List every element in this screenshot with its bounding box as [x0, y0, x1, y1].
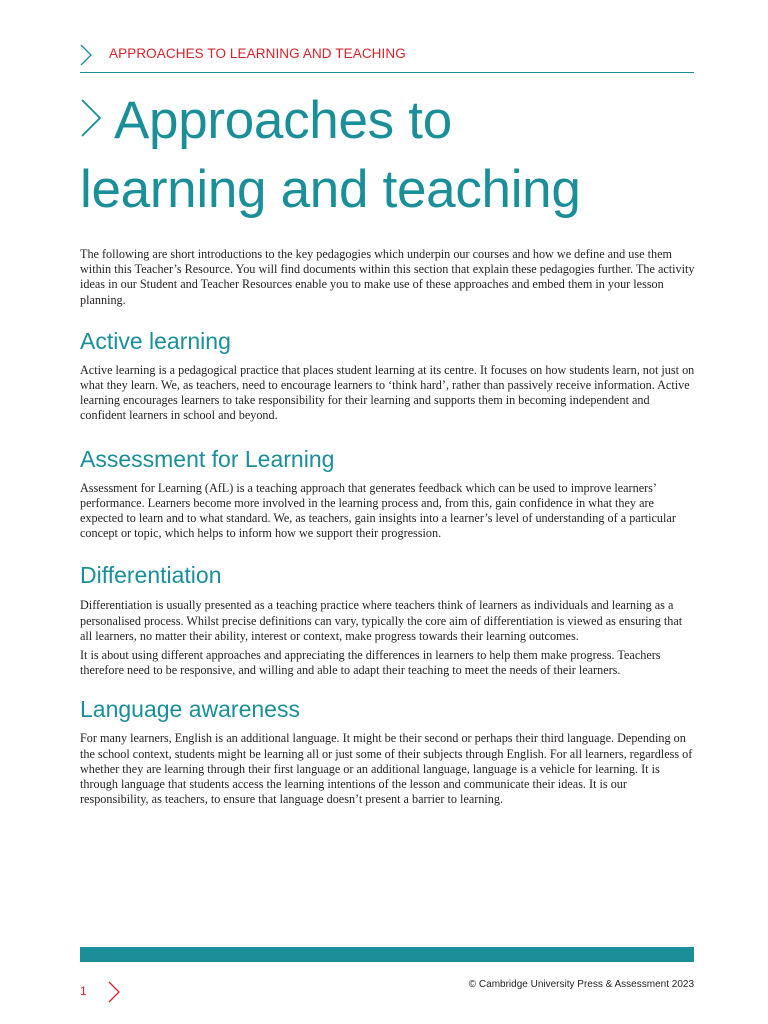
section-paragraph: For many learners, English is an additional language. It might be their second or perhaps their third language. Depending on the school context, students might be learning all or just some of their subjects through English. For all learners, regardless of whether they are learning through their first language or an additional language, language is a vehicle for learning. It is through language that students access the learning intentions of the lesson and communicate their ideas. It is our responsibility, as teachers, to ensure that language doesn’t present a barrier to learning.	[80, 731, 693, 807]
copyright-notice: © Cambridge University Press & Assessment 2023	[468, 979, 694, 990]
chevron-right-icon	[80, 98, 102, 138]
chevron-right-icon	[108, 981, 120, 1003]
title-line-2: learning and teaching	[80, 160, 581, 219]
section-heading-differentiation: Differentiation	[80, 562, 222, 589]
running-header-title: APPROACHES TO LEARNING AND TEACHING	[109, 46, 406, 61]
page-number: 1	[80, 984, 87, 998]
intro-paragraph: The following are short introductions to the key pedagogies which underpin our courses and how we define and use them within this Teacher’s Resource. You will find documents within this section that explain these pedagogies further. The activity ideas in our Student and Teacher Resources enable you to make use of these approaches and embed them in your lesson planning.	[80, 247, 695, 307]
section-heading-language-awareness: Language awareness	[80, 696, 300, 723]
section-paragraph: Differentiation is usually presented as a teaching practice where teachers think of learners as individuals and learning as a personalised process. Whilst precise definitions can vary, typically the core aim of differentiation is viewed as ensuring that all learners, no matter their ability, interest or context, make progress towards their learning outcomes.	[80, 598, 683, 643]
section-paragraph: It is about using different approaches and appreciating the differences in learners to help them make progress. Teachers therefore need to be responsive, and willing and able to adapt their teaching to meet the needs of their learners.	[80, 648, 661, 678]
section-heading-assessment-for-learning: Assessment for Learning	[80, 445, 335, 472]
body-content	[80, 247, 696, 807]
page-title	[80, 86, 720, 224]
chevron-right-icon	[80, 44, 92, 66]
section-paragraph: Active learning is a pedagogical practice that places student learning at its centre. It focuses on how students learn, not just on what they learn. We, as teachers, need to encourage learners to ‘think hard’, rather than passively receive information. Active learning encourages learners to take responsibility for their learning and supports them in becoming independent and confident learners in school and beyond.	[80, 362, 695, 423]
footer-bar	[80, 947, 694, 962]
section-heading-active-learning: Active learning	[80, 327, 231, 354]
running-header	[80, 44, 694, 73]
title-line-1: Approaches to	[114, 91, 452, 150]
section-paragraph: Assessment for Learning (AfL) is a teaching approach that generates feedback which can be used to improve learners’ performance. Learners become more involved in the learning process and, from this, gain confidence in what they are expected to learn and to what standard. We, as teachers, gain insights into a learner’s level of understanding of a particular concept or topic, which helps to inform how we support their progression.	[80, 480, 676, 541]
